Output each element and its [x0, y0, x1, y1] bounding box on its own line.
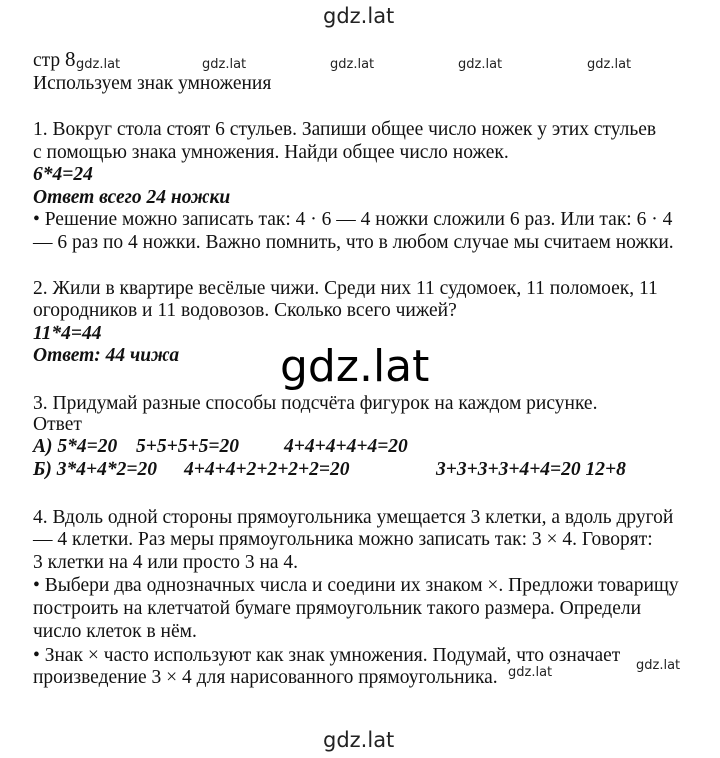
task3-answer-b: Б) 3*4+4*2=20	[33, 459, 157, 480]
task4-text: 3 клетки на 4 или просто 3 на 4.	[33, 552, 299, 573]
task2-text: огородников и 11 водовозов. Сколько всего чижей?	[33, 300, 457, 321]
task4-text: • Знак × часто используют как знак умножения. Подумай, что означает	[33, 645, 621, 666]
page-number: 8	[65, 47, 76, 71]
watermark-small: gdz.lat	[330, 57, 375, 72]
task4-text: • Выбери два однозначных числа и соедини их знаком ×. Предложи товарищу	[33, 575, 679, 596]
task3-answer-b: 3+3+3+3+4+4=20 12+8	[436, 459, 626, 480]
watermark-center: gdz.lat	[280, 341, 430, 392]
page-prefix: стр	[33, 50, 66, 71]
page-heading	[33, 47, 76, 72]
watermark-small: gdz.lat	[76, 57, 121, 72]
task3-answer-a: 5+5+5+5=20	[136, 436, 239, 457]
watermark-bottom: gdz.lat	[323, 728, 395, 752]
task1-text: 1. Вокруг стола стоят 6 стульев. Запиши общее число ножек у этих стульев	[33, 119, 657, 140]
watermark-small: gdz.lat	[202, 57, 247, 72]
task4-text: — 4 клетки. Раз меры прямоугольника можно записать так: 3 × 4. Говорят:	[33, 529, 653, 550]
task1-solution: 6*4=24	[33, 164, 93, 185]
watermark-small: gdz.lat	[587, 57, 632, 72]
watermark-top: gdz.lat	[323, 4, 395, 28]
task2-answer: Ответ: 44 чижа	[33, 345, 180, 366]
task3-answer-label: Ответ	[33, 414, 82, 435]
task3-answer-a: А) 5*4=20	[33, 436, 118, 457]
task2-text: 2. Жили в квартире весёлые чижи. Среди них 11 судомоек, 11 поломоек, 11	[33, 278, 658, 299]
task4-text: построить на клетчатой бумаге прямоугольник такого размера. Определи	[33, 598, 642, 619]
task3-answer-b: 4+4+4+2+2+2+2=20	[184, 459, 350, 480]
task1-note: — 6 раз по 4 ножки. Важно помнить, что в любом случае мы считаем ножки.	[33, 232, 674, 253]
task1-text: с помощью знака умножения. Найди общее число ножек.	[33, 142, 509, 163]
section-title: Используем знак умножения	[33, 73, 272, 94]
task4-text: произведение 3 × 4 для нарисованного прямоугольника.	[33, 667, 498, 688]
task4-text: число клеток в нём.	[33, 621, 197, 642]
task2-solution: 11*4=44	[33, 323, 102, 344]
watermark-small: gdz.lat	[508, 665, 553, 680]
task3-text: 3. Придумай разные способы подсчёта фигурок на каждом рисунке.	[33, 393, 598, 414]
watermark-small: gdz.lat	[458, 57, 503, 72]
task1-answer: Ответ всего 24 ножки	[33, 187, 231, 208]
task3-answer-a: 4+4+4+4+4=20	[284, 436, 408, 457]
task1-note: • Решение можно записать так: 4 · 6 — 4 ножки сложили 6 раз. Или так: 6 · 4	[33, 209, 673, 230]
task4-text: 4. Вдоль одной стороны прямоугольника умещается 3 клетки, а вдоль другой	[33, 507, 674, 528]
watermark-small: gdz.lat	[636, 658, 681, 673]
